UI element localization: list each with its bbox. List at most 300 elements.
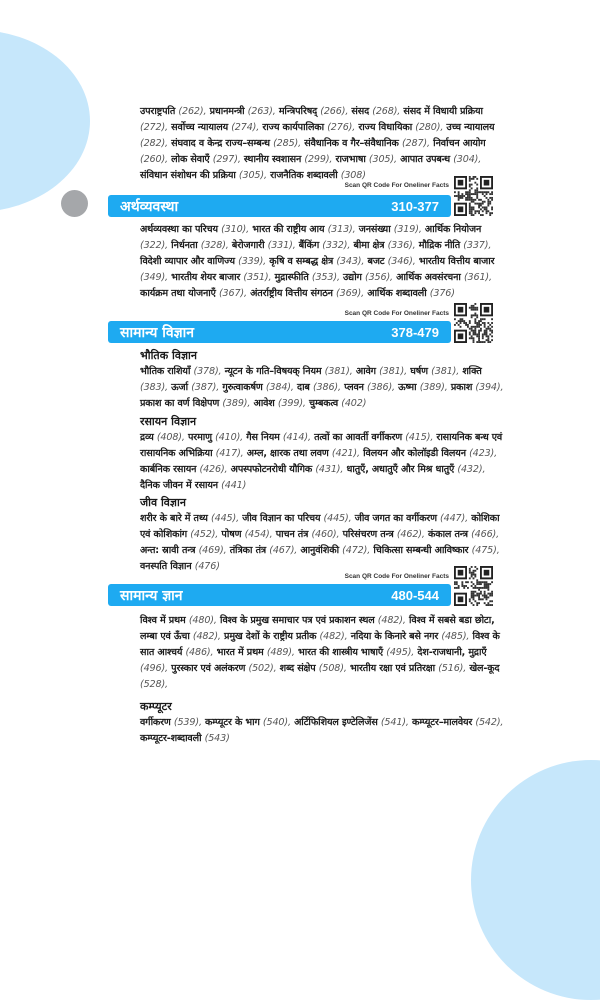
topic-title: जीव विज्ञान का परिचय: [242, 513, 324, 524]
section-title: सामान्य विज्ञान: [120, 324, 194, 341]
topic-title: विलयन और कोलॉइडी विलयन: [363, 448, 470, 459]
topic-entry: [252, 224, 355, 235]
physics-topics-paragraph: [140, 364, 505, 412]
topic-page-number: (313),: [327, 224, 356, 235]
topic-entry: [140, 464, 227, 475]
computer-topics-paragraph: [140, 715, 505, 747]
topic-page-number: (262),: [178, 106, 207, 117]
topic-page-number: (337),: [463, 240, 492, 251]
subsection-heading-chemistry: रसायन विज्ञान: [140, 415, 197, 428]
page-range: 480-544: [391, 587, 439, 603]
topic-page-number: (285),: [273, 138, 302, 149]
topic-page-number: (454),: [244, 529, 273, 540]
topic-title: द्रव्य: [140, 432, 157, 443]
topic-entry: [279, 106, 348, 117]
topic-entry: [343, 272, 393, 283]
topic-page-number: (276),: [327, 122, 356, 133]
topic-entry: [262, 122, 355, 133]
topic-title: ऊष्मा: [398, 382, 420, 393]
topic-page-number: (376): [429, 288, 455, 299]
topic-entry: [412, 717, 503, 728]
topic-entry: [225, 366, 353, 377]
topic-page-number: (339),: [238, 256, 267, 267]
topic-title: प्रकाश: [450, 382, 476, 393]
topic-page-number: (399),: [277, 398, 306, 409]
topic-entry: [140, 288, 247, 299]
topic-entry: [304, 138, 430, 149]
topic-page-number: (543): [204, 733, 230, 744]
section-banner-economy: [108, 195, 451, 217]
topic-title: संघवाद व केन्द्र राज्य–सम्बन्ध: [171, 138, 274, 149]
topic-entry: [350, 663, 466, 674]
qr-code-gk[interactable]: [454, 566, 493, 606]
topic-entry: [171, 240, 229, 251]
topic-title: संवैधानिक व गैर–संवैधानिक: [304, 138, 402, 149]
topic-title: खेल-कूद: [469, 663, 500, 674]
topic-page-number: (308): [340, 170, 366, 181]
topic-entry: [343, 529, 425, 540]
topic-page-number: (482),: [377, 615, 406, 626]
topic-title: कम्प्यूटर-शब्दावली: [140, 733, 205, 744]
topic-entry: [171, 138, 301, 149]
topic-page-number: (328),: [200, 240, 229, 251]
topic-title: आर्थिक शब्दावली: [367, 288, 430, 299]
topic-page-number: (482),: [192, 631, 221, 642]
topic-page-number: (542),: [475, 717, 504, 728]
topic-title: रासायनिक बन्ध एवं रासायनिक अभिक्रिया: [140, 432, 503, 459]
topic-entry: [140, 561, 220, 572]
topic-entry: [210, 106, 276, 117]
topic-entry: [367, 288, 455, 299]
topic-page-number: (447),: [440, 513, 468, 524]
topic-page-number: (423),: [469, 448, 498, 459]
topic-page-number: (475),: [471, 545, 500, 556]
topic-title: बैंकिंग: [298, 240, 323, 251]
topic-title: देश-राजधानी, मुद्राएँ: [417, 647, 487, 658]
topic-entry: [373, 545, 499, 556]
topic-entry: [396, 272, 492, 283]
topic-page-number: (305),: [368, 154, 397, 165]
topic-page-number: (452),: [190, 529, 219, 540]
topic-page-number: (472),: [342, 545, 371, 556]
topic-entry: [336, 154, 397, 165]
topic-entry: [171, 663, 276, 674]
topic-page-number: (349),: [140, 272, 168, 283]
topic-title: अम्ल, क्षारक तथा लवण: [246, 448, 332, 459]
topic-title: स्थानीय स्वशासन: [243, 154, 305, 165]
topic-title: भौतिक राशियाँ: [140, 366, 194, 377]
topic-page-number: (445),: [211, 513, 239, 524]
topic-title: भारत की शास्त्रीय भाषाएँ: [298, 647, 387, 658]
topic-title: आर्थिक अवसंरचना: [396, 272, 464, 283]
topic-entry: [171, 154, 241, 165]
topic-title: अर्थव्यवस्था का परिचय: [140, 224, 222, 235]
topic-title: कम्प्यूटर–मालवेयर: [412, 717, 476, 728]
topic-page-number: (381),: [324, 366, 353, 377]
topic-entry: [220, 615, 406, 626]
topic-page-number: (343),: [336, 256, 365, 267]
topic-title: वनस्पति विज्ञान: [140, 561, 195, 572]
topic-entry: [188, 432, 243, 443]
topic-title: विदेशी व्यापार और वाणिज्य: [140, 256, 239, 267]
topic-page-number: (272),: [140, 122, 168, 133]
topic-entry: [232, 240, 296, 251]
topic-title: कार्यक्रम तथा योजनाएँ: [140, 288, 219, 299]
topic-title: प्रकाश का वर्ण विक्षेपण: [140, 398, 223, 409]
topic-entry: [276, 529, 340, 540]
topic-entry: [398, 382, 447, 393]
topic-entry: [140, 106, 206, 117]
topic-page-number: (421),: [331, 448, 360, 459]
topic-page-number: (426),: [199, 464, 228, 475]
topic-title: उपराष्ट्रपति: [140, 106, 179, 117]
topic-page-number: (408),: [156, 432, 185, 443]
topic-page-number: (445),: [323, 513, 352, 524]
topic-title: पोषण: [221, 529, 245, 540]
topic-entry: [250, 288, 364, 299]
topic-entry: [309, 398, 366, 409]
topic-entry: [351, 106, 400, 117]
topic-page-number: (386),: [312, 382, 341, 393]
topic-entry: [299, 240, 350, 251]
topic-page-number: (539),: [173, 717, 202, 728]
topic-page-number: (386),: [367, 382, 395, 393]
topic-entry: [451, 382, 504, 393]
topic-title: संविधान संशोधन की प्रक्रिया: [140, 170, 239, 181]
topic-title: पुरस्कार एवं अलंकरण: [171, 663, 249, 674]
topic-title: निर्धनता: [171, 240, 201, 251]
topic-page-number: (489),: [266, 647, 295, 658]
topic-entry: [221, 529, 272, 540]
topic-page-number: (310),: [221, 224, 250, 235]
topic-title: कम्प्यूटर के भाग: [205, 717, 263, 728]
topic-entry: [140, 170, 267, 181]
topic-title: भारत में प्रथम: [216, 647, 267, 658]
topic-entry: [355, 513, 468, 524]
topic-page-number: (282),: [140, 138, 168, 149]
topic-title: प्लवन: [344, 382, 367, 393]
topic-title: पाचन तंत्र: [275, 529, 312, 540]
topic-entry: [242, 513, 351, 524]
topic-entry: [246, 432, 311, 443]
topic-page-number: (332),: [322, 240, 351, 251]
topic-page-number: (305),: [238, 170, 267, 181]
topic-title: आर्थिक नियोजन: [424, 224, 482, 235]
topic-title: संसद में विधायी प्रक्रिया: [403, 106, 483, 117]
topic-entry: [140, 480, 246, 491]
topic-page-number: (502),: [248, 663, 277, 674]
topic-title: कार्बनिक रसायन: [140, 464, 200, 475]
topic-title: शब्द संक्षेप: [279, 663, 319, 674]
topic-entry: [368, 256, 416, 267]
topic-title: न्यूटन के गति–विषयक् नियम: [224, 366, 325, 377]
chemistry-topics-paragraph: [140, 430, 505, 494]
topic-page-number: (280),: [415, 122, 444, 133]
topic-title: आवेग: [355, 366, 380, 377]
topic-entry: [171, 382, 219, 393]
topic-entry: [275, 272, 340, 283]
topic-page-number: (495),: [386, 647, 415, 658]
topic-page-number: (356),: [364, 272, 393, 283]
topic-page-number: (460),: [311, 529, 340, 540]
qr-code-icon: [454, 303, 493, 343]
topic-page-number: (287),: [401, 138, 430, 149]
topic-page-number: (516),: [438, 663, 467, 674]
topic-title: अर्टिफिशियल इण्टेलिजेंस: [294, 717, 381, 728]
decorative-gray-dot: [61, 190, 88, 217]
topic-title: बजट: [367, 256, 388, 267]
topic-page-number: (540),: [262, 717, 291, 728]
topic-entry: [231, 464, 344, 475]
subsection-heading-computer: कम्प्यूटर: [140, 700, 172, 713]
topic-page-number: (387),: [191, 382, 220, 393]
topic-entry: [428, 529, 499, 540]
topic-title: लोक सेवाएँ: [171, 154, 213, 165]
topic-title: उच्च न्यायालय: [446, 122, 495, 133]
topic-entry: [140, 398, 250, 409]
topic-page-number: (336),: [387, 240, 416, 251]
topic-entry: [400, 154, 481, 165]
topic-entry: [247, 448, 360, 459]
topic-page-number: (541),: [380, 717, 409, 728]
topic-page-number: (414),: [282, 432, 311, 443]
topic-title: चुम्बकत्व: [309, 398, 342, 409]
topic-page-number: (361),: [463, 272, 492, 283]
topic-title: तंत्रिका तंत्र: [229, 545, 270, 556]
topic-entry: [356, 366, 407, 377]
topic-entry: [140, 545, 227, 556]
qr-code-economy[interactable]: [454, 176, 493, 216]
topic-page-number: (299),: [304, 154, 333, 165]
topic-entry: [294, 717, 409, 728]
topic-title: प्रमुख देशों के राष्ट्रीय प्रतीक: [224, 631, 320, 642]
topic-title: गैस नियम: [246, 432, 283, 443]
topic-title: घर्षण: [410, 366, 432, 377]
topic-entry: [358, 122, 443, 133]
decorative-circle-top-left: [0, 30, 90, 212]
decorative-circle-bottom-right: [471, 760, 600, 1000]
topic-page-number: (274),: [231, 122, 260, 133]
topic-title: राज्य कार्यपालिका: [262, 122, 328, 133]
topic-page-number: (389),: [222, 398, 251, 409]
topic-entry: [140, 513, 239, 524]
topic-entry: [222, 382, 293, 393]
topic-entry: [230, 545, 297, 556]
topic-page-number: (346),: [387, 256, 416, 267]
topic-title: परिसंचरण तन्त्र: [342, 529, 397, 540]
topic-title: प्रधानमन्त्री: [209, 106, 248, 117]
topic-entry: [363, 448, 497, 459]
topic-page-number: (480),: [188, 615, 217, 626]
qr-caption-gk: Scan QR Code For Oneliner Facts: [344, 573, 449, 580]
topic-page-number: (263),: [247, 106, 276, 117]
topic-entry: [140, 256, 266, 267]
topic-entry: [353, 240, 415, 251]
topic-page-number: (410),: [215, 432, 244, 443]
topic-title: कोशिका एवं कोशिकांग: [140, 513, 500, 540]
topic-title: विश्व के प्रमुख समाचार पत्र एवं प्रकाशन स्थल: [219, 615, 378, 626]
section-title: अर्थव्यवस्था: [120, 198, 179, 215]
section-banner-gk: [108, 584, 451, 606]
topic-title: आपात उपबन्ध: [400, 154, 454, 165]
topic-entry: [217, 647, 295, 658]
topic-entry: [419, 240, 492, 251]
topic-title: अन्त: स्रावी तन्त्र: [140, 545, 199, 556]
topic-title: आनुवंशिकी: [300, 545, 343, 556]
topic-entry: [300, 545, 370, 556]
topic-title: नदिया के किनारे बसे नगर: [350, 631, 442, 642]
topic-entry: [140, 366, 221, 377]
polity-topics-paragraph: [140, 104, 505, 184]
topic-entry: [140, 733, 230, 744]
topic-title: भारतीय शेयर बाजार: [171, 272, 244, 283]
topic-title: दाब: [297, 382, 313, 393]
topic-title: मुद्रास्फीति: [274, 272, 312, 283]
topic-title: तत्वों का आवर्ती वर्गीकरण: [314, 432, 406, 443]
topic-page-number: (496),: [140, 663, 168, 674]
topic-page-number: (485),: [441, 631, 470, 642]
topic-page-number: (367),: [218, 288, 247, 299]
topic-entry: [346, 464, 485, 475]
topic-page-number: (331),: [267, 240, 296, 251]
topic-title: कंकाल तन्त्र: [428, 529, 472, 540]
subsection-heading-biology: जीव विज्ञान: [140, 496, 186, 509]
page-range: 378-479: [391, 324, 439, 340]
topic-entry: [140, 615, 217, 626]
topic-title: विश्व में सबसे बडा छोटा, लम्बा एवं ऊँचा: [140, 615, 495, 642]
topic-title: सर्वोच्च न्यायालय: [171, 122, 232, 133]
topic-entry: [270, 170, 366, 181]
topic-page-number: (266),: [320, 106, 349, 117]
topic-title: दैनिक जीवन में रसायन: [140, 480, 222, 491]
topic-title: अंतर्राष्ट्रीय वित्तीय संगठन: [250, 288, 337, 299]
economy-topics-paragraph: [140, 222, 505, 302]
topic-page-number: (469),: [198, 545, 227, 556]
topic-page-number: (322),: [140, 240, 168, 251]
topic-page-number: (381),: [431, 366, 460, 377]
page-range: 310-377: [391, 198, 439, 214]
topic-title: वर्गीकरण: [140, 717, 174, 728]
biology-topics-paragraph: [140, 511, 505, 575]
topic-title: जीव जगत का वर्गीकरण: [354, 513, 441, 524]
topic-title: जनसंख्या: [358, 224, 394, 235]
topic-page-number: (415),: [405, 432, 434, 443]
topic-page-number: (432),: [457, 464, 486, 475]
topic-title: राजनैतिक शब्दावली: [270, 170, 341, 181]
gk-topics-paragraph: [140, 613, 505, 693]
topic-title: शरीर के बारे में तथ्य: [140, 513, 212, 524]
topic-entry: [140, 432, 185, 443]
topic-page-number: (297),: [212, 154, 241, 165]
topic-page-number: (260),: [140, 154, 168, 165]
qr-caption-science: Scan QR Code For Oneliner Facts: [344, 310, 449, 317]
topic-entry: [269, 256, 364, 267]
topic-title: भारतीय रक्षा एवं प्रतिरक्षा: [349, 663, 439, 674]
qr-code-science[interactable]: [454, 303, 493, 343]
topic-entry: [359, 224, 422, 235]
topic-title: अपस्पफोटनरोधी यौगिक: [230, 464, 316, 475]
topic-page-number: (369),: [336, 288, 364, 299]
topic-page-number: (476): [194, 561, 220, 572]
topic-page-number: (384),: [265, 382, 294, 393]
topic-page-number: (528),: [140, 679, 168, 690]
topic-entry: [171, 272, 271, 283]
topic-title: परमाणु: [188, 432, 216, 443]
section-banner-science: [108, 321, 451, 343]
topic-entry: [351, 631, 470, 642]
topic-page-number: (381),: [379, 366, 408, 377]
topic-page-number: (353),: [311, 272, 340, 283]
topic-title: ऊर्जा: [171, 382, 192, 393]
topic-page-number: (431),: [315, 464, 344, 475]
topic-page-number: (482),: [319, 631, 348, 642]
topic-page-number: (268),: [372, 106, 401, 117]
qr-code-icon: [454, 176, 493, 216]
topic-entry: [244, 154, 332, 165]
topic-title: चिकित्सा सम्बन्धी आविष्कार: [373, 545, 472, 556]
topic-page-number: (378),: [193, 366, 222, 377]
topic-title: बेरोजगारी: [231, 240, 268, 251]
subsection-heading-physics: भौतिक विज्ञान: [140, 349, 197, 362]
topic-title: शक्ति: [462, 366, 482, 377]
qr-code-icon: [454, 566, 493, 606]
section-title: सामान्य ज्ञान: [120, 587, 183, 604]
topic-page-number: (383),: [140, 382, 168, 393]
topic-page-number: (508),: [318, 663, 347, 674]
topic-title: निर्वाचन आयोग: [433, 138, 486, 149]
topic-title: राजभाषा: [335, 154, 369, 165]
qr-caption-economy: Scan QR Code For Oneliner Facts: [344, 182, 449, 189]
topic-title: गुरुत्वाकर्षण: [222, 382, 266, 393]
topic-entry: [140, 224, 249, 235]
topic-entry: [344, 382, 395, 393]
topic-entry: [298, 647, 414, 658]
topic-title: विश्व में प्रथम: [140, 615, 189, 626]
topic-title: मन्त्रिपरिषद्: [278, 106, 321, 117]
topic-title: विश्व के सात आश्चर्य: [140, 631, 500, 658]
topic-title: भारतीय वित्तीय बाजार: [418, 256, 495, 267]
topic-entry: [171, 122, 259, 133]
topic-entry: [140, 717, 202, 728]
topic-page-number: (351),: [243, 272, 272, 283]
topic-page-number: (467),: [269, 545, 298, 556]
topic-title: धातुएँ, अधातुएँ और मिश्र धातुएँ: [346, 464, 458, 475]
topic-title: उद्योग: [343, 272, 365, 283]
topic-page-number: (319),: [393, 224, 422, 235]
topic-title: कृषि व सम्बद्ध क्षेत्र: [269, 256, 337, 267]
topic-entry: [280, 663, 347, 674]
topic-page-number: (441): [221, 480, 247, 491]
topic-entry: [314, 432, 433, 443]
topic-title: आवेश: [253, 398, 278, 409]
topic-page-number: (304),: [453, 154, 482, 165]
topic-entry: [297, 382, 341, 393]
topic-title: संसद: [351, 106, 373, 117]
topic-title: मौद्रिक नीति: [418, 240, 464, 251]
topic-page-number: (402): [341, 398, 367, 409]
topic-title: राज्य विधायिका: [358, 122, 416, 133]
topic-page-number: (389),: [419, 382, 448, 393]
topic-page-number: (466),: [471, 529, 500, 540]
topic-page-number: (394),: [475, 382, 504, 393]
topic-entry: [253, 398, 305, 409]
topic-entry: [410, 366, 459, 377]
topic-entry: [205, 717, 291, 728]
topic-title: भारत की राष्ट्रीय आय: [252, 224, 328, 235]
topic-entry: [224, 631, 347, 642]
topic-page-number: (462),: [396, 529, 425, 540]
topic-page-number: (486),: [185, 647, 214, 658]
